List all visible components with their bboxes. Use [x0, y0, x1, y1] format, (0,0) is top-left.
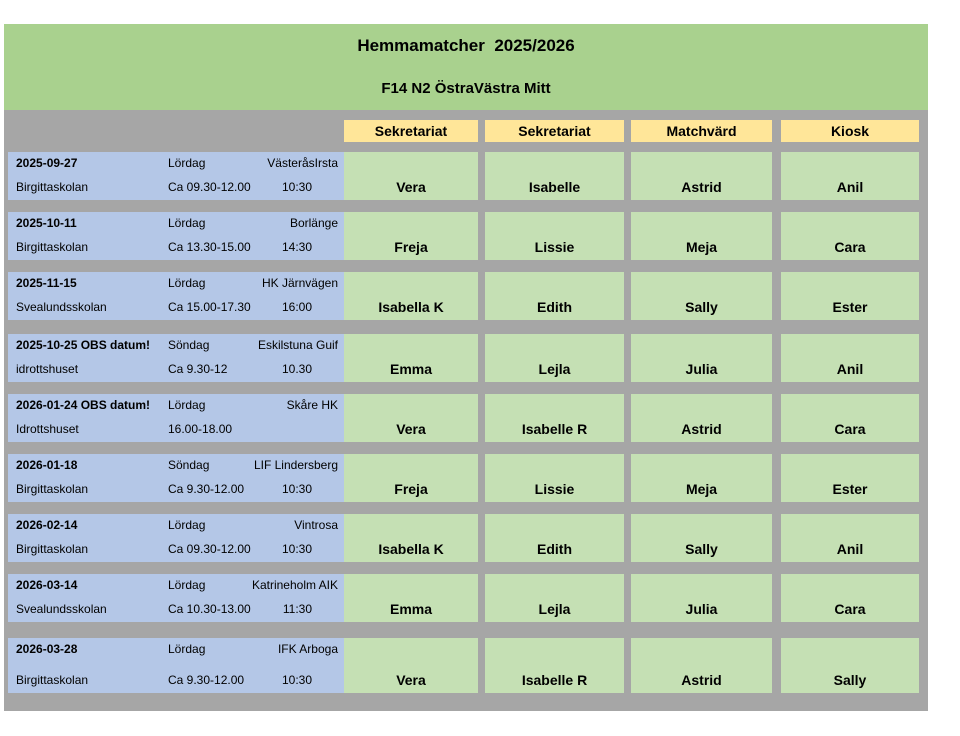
- assignee-kiosk: Anil: [781, 334, 919, 382]
- assignee-sekretariat-1: Vera: [344, 394, 478, 442]
- match-day: Söndag: [168, 338, 210, 352]
- page-title: Hemmamatcher 2025/2026: [357, 36, 575, 55]
- schedule-sheet: [4, 24, 928, 711]
- match-time-range: Ca 9.30-12: [168, 362, 228, 376]
- assignee-matchvard: Meja: [631, 454, 772, 502]
- match-venue: Birgittaskolan: [16, 180, 89, 194]
- assignee-sekretariat-1: Isabella K: [344, 272, 478, 320]
- assignee-sekretariat-1: Vera: [344, 152, 478, 200]
- match-date: 2025-11-15: [16, 276, 77, 290]
- match-time-range: Ca 09.30-12.00: [168, 180, 251, 194]
- assignee-kiosk: Cara: [781, 212, 919, 260]
- match-kickoff: 14:30: [281, 240, 312, 254]
- match-date: 2025-09-27: [16, 156, 78, 170]
- match-info: [8, 454, 344, 502]
- assignee-matchvard: Julia: [631, 574, 772, 622]
- match-kickoff: 10:30: [281, 482, 312, 496]
- match-date: 2026-03-28: [16, 642, 78, 656]
- assignee-kiosk: Ester: [781, 272, 919, 320]
- assignee-sekretariat-1: Emma: [344, 574, 478, 622]
- column-header-kiosk: Kiosk: [781, 120, 919, 142]
- match-day: Lördag: [168, 578, 206, 592]
- match-opponent: Borlänge: [289, 216, 338, 230]
- match-time-range: Ca 15.00-17.30: [168, 300, 251, 314]
- match-time-range: Ca 9.30-12.00: [168, 482, 245, 496]
- assignee-sekretariat-2: Isabelle R: [485, 394, 624, 442]
- assignee-sekretariat-2: Isabelle: [485, 152, 624, 200]
- match-opponent: VästeråsIrsta: [267, 156, 338, 170]
- match-date: 2026-01-24 OBS datum!: [16, 398, 151, 412]
- match-venue: Idrottshuset: [16, 422, 79, 436]
- match-venue: Svealundsskolan: [16, 300, 107, 314]
- match-info: [8, 638, 344, 693]
- assignee-kiosk: Ester: [781, 454, 919, 502]
- match-day: Lördag: [168, 216, 206, 230]
- match-opponent: LIF Lindersberg: [253, 458, 338, 472]
- assignee-sekretariat-2: Lejla: [485, 334, 624, 382]
- match-opponent: Vintrosa: [294, 518, 338, 532]
- match-time-range: Ca 09.30-12.00: [168, 542, 251, 556]
- match-venue: Birgittaskolan: [16, 542, 89, 556]
- assignee-matchvard: Astrid: [631, 638, 772, 693]
- match-time-range: Ca 13.30-15.00: [168, 240, 251, 254]
- match-info: [8, 334, 344, 382]
- assignee-sekretariat-2: Edith: [485, 514, 624, 562]
- match-opponent: Katrineholm AIK: [251, 578, 338, 592]
- assignee-kiosk: Anil: [781, 152, 919, 200]
- match-info: [8, 272, 344, 320]
- assignee-sekretariat-1: Freja: [344, 454, 478, 502]
- match-kickoff: 11:30: [282, 602, 312, 616]
- assignee-matchvard: Sally: [631, 272, 772, 320]
- match-day: Lördag: [168, 156, 206, 170]
- match-time-range: Ca 10.30-13.00: [168, 602, 251, 616]
- match-venue: idrottshuset: [16, 362, 79, 376]
- assignee-sekretariat-2: Lissie: [485, 212, 624, 260]
- match-day: Lördag: [168, 276, 206, 290]
- match-day: Söndag: [168, 458, 210, 472]
- page-subtitle: F14 N2 ÖstraVästra Mitt: [381, 80, 551, 97]
- match-info: [8, 394, 344, 442]
- match-date: 2026-01-18: [16, 458, 78, 472]
- match-kickoff: 10.30: [281, 362, 312, 376]
- match-day: Lördag: [168, 398, 206, 412]
- match-date: 2025-10-11: [16, 216, 77, 230]
- match-info: [8, 212, 344, 260]
- assignee-sekretariat-2: Edith: [485, 272, 624, 320]
- assignee-sekretariat-2: Lissie: [485, 454, 624, 502]
- match-kickoff: 10:30: [281, 673, 312, 687]
- match-day: Lördag: [168, 518, 206, 532]
- match-kickoff: 10:30: [281, 180, 312, 194]
- match-time-range: Ca 9.30-12.00: [168, 673, 245, 687]
- header-banner: [4, 24, 928, 110]
- match-date: 2026-02-14: [16, 518, 78, 532]
- match-venue: Birgittaskolan: [16, 673, 89, 687]
- match-opponent: HK Järnvägen: [261, 276, 338, 290]
- match-kickoff: 10:30: [281, 542, 312, 556]
- match-venue: Birgittaskolan: [16, 240, 89, 254]
- assignee-sekretariat-2: Isabelle R: [485, 638, 624, 693]
- assignee-kiosk: Cara: [781, 394, 919, 442]
- column-header-matchvard: Matchvärd: [631, 120, 772, 142]
- match-venue: Birgittaskolan: [16, 482, 89, 496]
- match-time-range: 16.00-18.00: [168, 422, 233, 436]
- match-info: [8, 574, 344, 622]
- assignee-sekretariat-2: Lejla: [485, 574, 624, 622]
- assignee-sekretariat-1: Emma: [344, 334, 478, 382]
- assignee-sekretariat-1: Isabella K: [344, 514, 478, 562]
- assignee-kiosk: Sally: [781, 638, 919, 693]
- assignee-kiosk: Anil: [781, 514, 919, 562]
- column-header-sekretariat-2: Sekretariat: [485, 120, 624, 142]
- assignee-sekretariat-1: Vera: [344, 638, 478, 693]
- match-kickoff: 16:00: [281, 300, 312, 314]
- match-venue: Svealundsskolan: [16, 602, 107, 616]
- match-opponent: Skåre HK: [286, 398, 338, 412]
- column-header-sekretariat-1: Sekretariat: [344, 120, 478, 142]
- match-date: 2026-03-14: [16, 578, 78, 592]
- assignee-sekretariat-1: Freja: [344, 212, 478, 260]
- assignee-matchvard: Astrid: [631, 152, 772, 200]
- assignee-matchvard: Julia: [631, 334, 772, 382]
- match-date: 2025-10-25 OBS datum!: [16, 338, 151, 352]
- match-opponent: IFK Arboga: [277, 642, 338, 656]
- assignee-matchvard: Meja: [631, 212, 772, 260]
- match-info: [8, 514, 344, 562]
- assignee-matchvard: Sally: [631, 514, 772, 562]
- assignee-kiosk: Cara: [781, 574, 919, 622]
- match-opponent: Eskilstuna Guif: [257, 338, 338, 352]
- match-day: Lördag: [168, 642, 206, 656]
- match-info: [8, 152, 344, 200]
- assignee-matchvard: Astrid: [631, 394, 772, 442]
